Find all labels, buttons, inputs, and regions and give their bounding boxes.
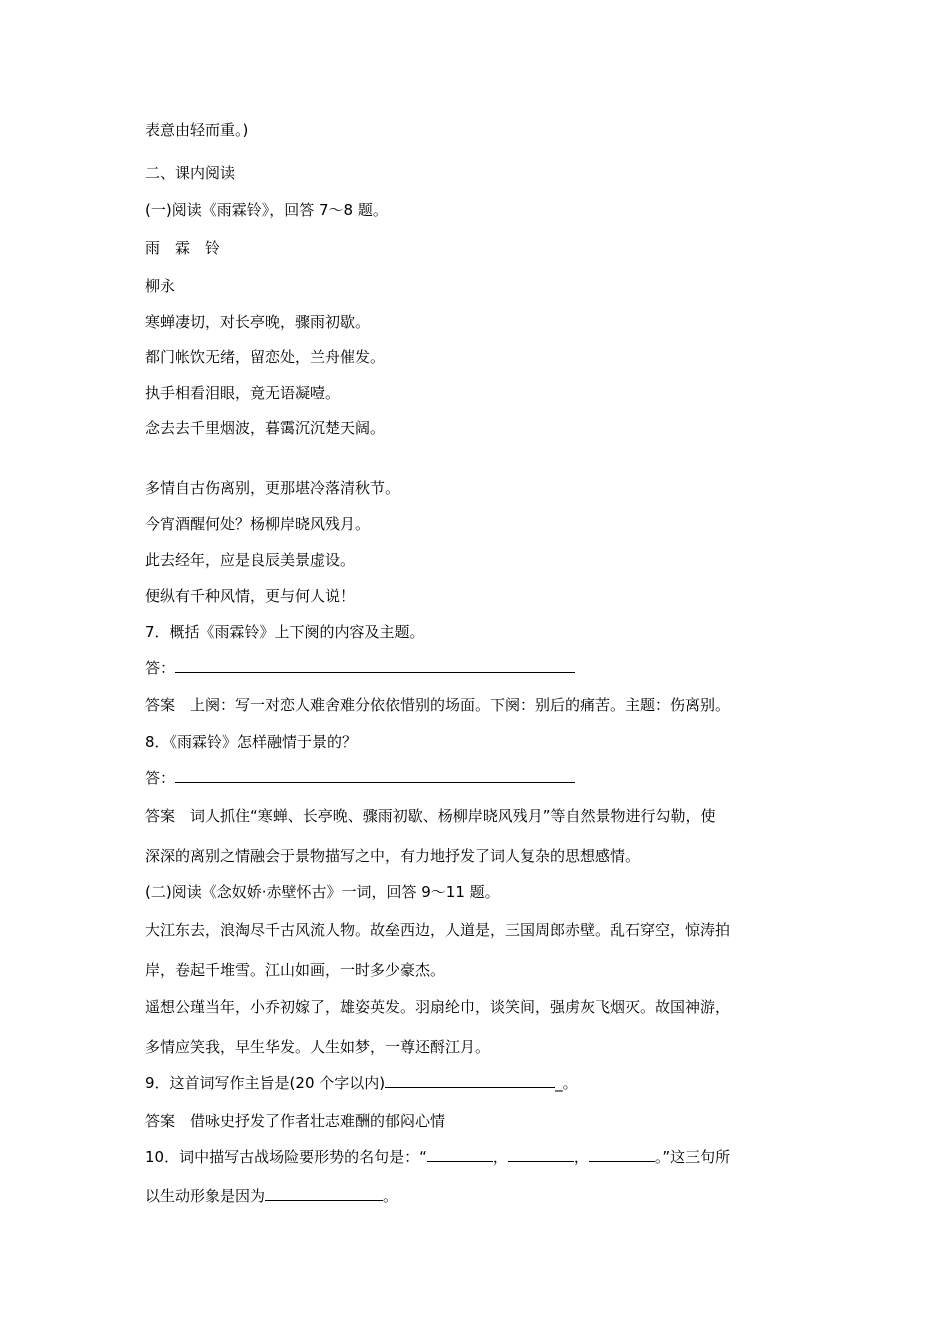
answer-8-part-1: 答案 词人抓住“寒蝉、长亭晚、骤雨初歇、杨柳岸晓风残月”等自然景物进行勾勒，使	[145, 807, 716, 825]
question-tail: _。	[555, 1074, 578, 1092]
poem-title: 雨 霖 铃	[145, 239, 221, 257]
question-text: 10．词中描写古战场险要形势的名句是：“	[145, 1148, 427, 1166]
question-tail: 。”这三句所	[654, 1148, 731, 1166]
answer-8-part-2: 深深的离别之情融会于景物描写之中，有力地抒发了词人复杂的思想感情。	[145, 847, 641, 865]
text-line: 表意由轻而重。)	[145, 121, 249, 139]
answer-line-7	[145, 657, 825, 679]
question-text: 以生动形象是因为	[145, 1187, 266, 1205]
section-heading: 二、课内阅读	[145, 164, 236, 182]
separator: ，	[573, 1148, 589, 1166]
poem-line: 今宵酒醒何处？杨柳岸晓风残月。	[145, 515, 371, 533]
reading-instruction: (一)阅读《雨霖铃》，回答 7～8 题。	[145, 201, 388, 219]
poem-line: 此去经年，应是良辰美景虚设。	[145, 551, 356, 569]
question-8: 8．《雨霖铃》怎样融情于景的？	[145, 733, 358, 751]
poem-line: 便纵有千种风情，更与何人说！	[145, 587, 356, 605]
answer-9: 答案 借咏史抒发了作者壮志难酬的郁闷心情	[145, 1112, 446, 1130]
question-10-continued	[145, 1185, 825, 1207]
question-10	[145, 1146, 825, 1168]
poem-line: 执手相看泪眼，竟无语凝噎。	[145, 384, 341, 402]
poem-paragraph: 大江东去，浪淘尽千古风流人物。故垒西边，人道是，三国周郎赤壁。乱石穿空，惊涛拍	[145, 921, 731, 939]
separator: ，	[492, 1148, 508, 1166]
poem-line: 都门帐饮无绪，留恋处，兰舟催发。	[145, 348, 386, 366]
answer-blank[interactable]	[265, 1186, 383, 1201]
poem-line: 寒蝉凄切，对长亭晚，骤雨初歇。	[145, 313, 371, 331]
answer-blank[interactable]	[175, 768, 575, 783]
question-9	[145, 1072, 825, 1094]
answer-blank[interactable]	[508, 1147, 574, 1162]
question-text: 9．这首词写作主旨是(20 个字以内)	[145, 1074, 386, 1092]
answer-7: 答案 上阕：写一对恋人难舍难分依依惜别的场面。下阕：别后的痛苦。主题：伤离别。	[145, 696, 731, 714]
poem-paragraph: 多情应笑我，早生华发。人生如梦，一尊还酹江月。	[145, 1038, 491, 1056]
answer-label: 答：	[145, 659, 176, 677]
question-7: 7．概括《雨霖铃》上下阕的内容及主题。	[145, 623, 425, 641]
poem-line: 念去去千里烟波，暮霭沉沉楚天阔。	[145, 419, 386, 437]
answer-blank[interactable]	[385, 1073, 555, 1088]
question-tail: 。	[383, 1187, 399, 1205]
poem-author: 柳永	[145, 277, 176, 295]
reading-instruction: (二)阅读《念奴娇·赤壁怀古》一词，回答 9～11 题。	[145, 883, 500, 901]
answer-blank[interactable]	[427, 1147, 493, 1162]
answer-line-8	[145, 767, 825, 789]
answer-blank[interactable]	[589, 1147, 655, 1162]
poem-paragraph: 遥想公瑾当年，小乔初嫁了，雄姿英发。羽扇纶巾，谈笑间，强虏灰飞烟灭。故国神游，	[145, 998, 731, 1016]
poem-paragraph: 岸，卷起千堆雪。江山如画，一时多少豪杰。	[145, 961, 446, 979]
answer-label: 答：	[145, 769, 176, 787]
answer-blank[interactable]	[175, 658, 575, 673]
poem-line: 多情自古伤离别，更那堪冷落清秋节。	[145, 479, 401, 497]
